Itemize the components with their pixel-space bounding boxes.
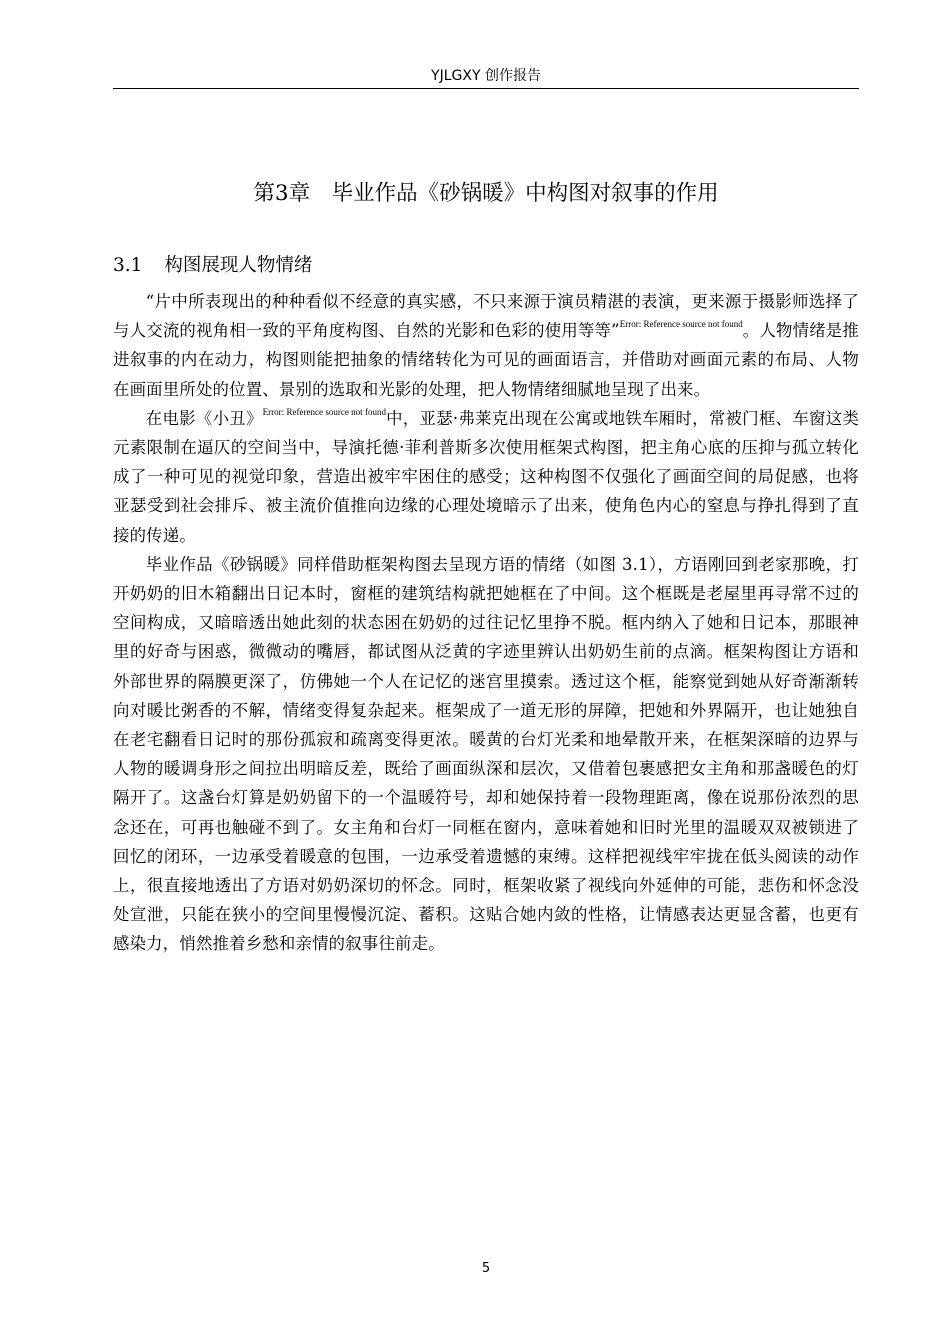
section-title-text: 构图展现人物情绪 <box>164 255 313 276</box>
paragraph-1-text: “片中所表现出的种种看似不经意的真实感，不只来源于演员精湛的表演，更来源于摄影师选择了与人交流的视角相一致的平角度构图、自然的光影和色彩的使用等等” <box>113 292 859 341</box>
chapter-number: 3 <box>274 181 289 206</box>
section-heading <box>113 252 312 280</box>
paragraph-1 <box>113 287 859 404</box>
paragraph-3: 毕业作品《砂锅暖》同样借助框架构图去呈现方语的情绪（如图 3.1），方语刚回到老家那晚，打开奶奶的旧木箱翻出日记本时，窗框的建筑结构就把她框在了中间。这个框既是老屋里再寻常不过的空间构成，又暗暗透出她此刻的状态困在奶奶的过往记忆里挣不脱。框内纳入了她和日记本，那眼神里的好奇与困惑，微微动的嘴唇，都试图从泛黄的字迹里辨认出奶奶生前的点滴。框架构图让方语和外部世界的隔膜更深了，仿佛她一个人在记忆的迷宫里摸索。透过这个框，能察觉到她从好奇渐渐转向对暖比粥香的不解，情绪变得复杂起来。框架成了一道无形的屏障，把她和外界隔开，也让她独自在老宅翻看日记时的那份孤寂和疏离变得更浓。暖黄的台灯光柔和地晕散开来，在框架深暗的边界与人物的暖调身形之间拉出明暗反差，既给了画面纵深和层次，又借着包裹感把女主角和那盏暖色的灯隔开了。这盏台灯算是奶奶留下的一个温暖符号，却和她保持着一段物理距离，像在说那份浓烈的思念还在，可再也触碰不到了。女主角和台灯一同框在窗内，意味着她和旧时光里的温暖双双被锁进了回忆的闭环，一边承受着暖意的包围，一边承受着遗憾的束缚。这样把视线牢牢拢在低头阅读的动作上，很直接地透出了方语对奶奶深切的怀念。同时，框架收紧了视线向外延伸的可能，悲伤和怀念没处宣泄，只能在狭小的空间里慢慢沉淀、蓄积。这贴合她内敛的性格，让情感表达更显含蓄，也更有感染力，悄然推着乡愁和亲情的叙事往前走。 <box>113 554 859 954</box>
citation-error-ref: Error: Reference source not found <box>262 406 387 417</box>
body-text <box>113 287 859 959</box>
chapter-suffix: 章 <box>288 181 311 206</box>
header-rule <box>113 88 859 89</box>
chapter-title-text: 毕业作品《砂锅暖》中构图对叙事的作用 <box>331 181 719 206</box>
paragraph-1-text-cont: 。人物情绪是推进叙事的内在动力，构图则能把抽象的情绪转化为可见的画面语言，并借助对画面元素的布局、人物在画面里所处的位置、景别的选取和光影的处理，把人物情绪细腻地呈现了出来。 <box>113 321 860 399</box>
citation-error-ref: Error: Reference source not found <box>619 319 743 330</box>
paragraph-2 <box>113 404 859 550</box>
paragraph-2-text: 在电影《小丑》 <box>145 408 263 428</box>
running-header: YJLGXY 创作报告 <box>431 68 541 84</box>
page-number: 5 <box>481 1261 491 1276</box>
paragraph-2-text-cont: 中，亚瑟·弗莱克出现在公寓或地铁车厢时，常被门框、车窗这类元素限制在逼仄的空间当中，导演托德·菲利普斯多次使用框架式构图，把主角心底的压抑与孤立转化成了一种可见的视觉印象，营造出被牢牢困住的感受；这种构图不仅强化了画面空间的局促感，也将亚瑟受到社会排斥、被主流价值推向边缘的心理处境暗示了出来，使角色内心的窒息与挣扎得到了直接的传递。 <box>113 408 860 545</box>
chapter-prefix: 第 <box>253 181 275 206</box>
section-number: 3.1 <box>113 255 143 276</box>
chapter-title <box>113 178 859 210</box>
